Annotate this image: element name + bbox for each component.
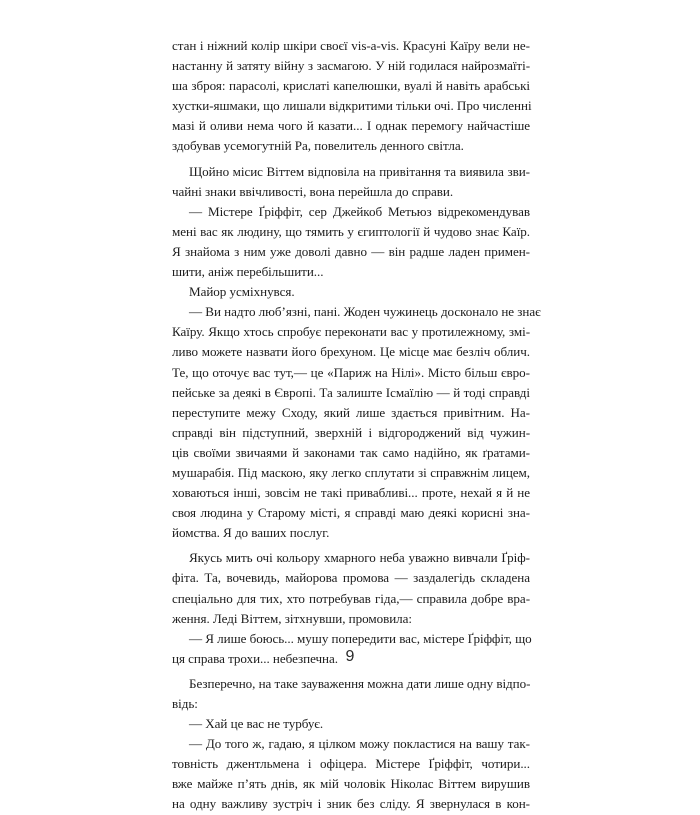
text-line: — До того ж, гадаю, я цілком можу покластися на вашу так- xyxy=(189,736,530,752)
text-line: Щойно місис Віттем відповіла на привітання та виявила зви- xyxy=(189,163,530,179)
text-line: відь: xyxy=(172,696,198,711)
text-line: стан і ніжний колір шкіри своєї vis-a-vis. Красуні Каїру вели не- xyxy=(172,38,530,53)
text-line: ховаються інші, зовсім не такі привабливі... проте, нехай я й не xyxy=(172,485,530,501)
text-line: товність джентльмена і офіцера. Містере Ґріффіт, чотири... xyxy=(172,756,530,772)
text-line: спеціально для тих, хто потребував гіда,— справила добре вра- xyxy=(172,590,530,606)
text-line: Те, що оточує вас тут,— це «Париж на Нілі». Місто більш євро- xyxy=(172,364,530,380)
text-line: ження. Леді Віттем, зітхнувши, промовила: xyxy=(172,610,412,626)
text-line: фіта. Та, вочевидь, майорова промова — заздалегідь складена xyxy=(172,570,530,586)
text-line: на одну важливу зустріч і зник без сліду. Я звернулася в кон- xyxy=(172,796,530,812)
text-line: переступите межу Сходу, який лише здається привітним. На- xyxy=(172,404,530,420)
text-line: мазі й оливи нема чого й казати... І однак перемогу найчастіше xyxy=(172,118,530,134)
text-line: йомства. Я до ваших послуг. xyxy=(172,525,330,541)
text-line: шити, аніж перебільшити... xyxy=(172,264,324,280)
text-line: — Ви надто люб’язні, пані. Жоден чужинець досконало не знає xyxy=(189,304,541,320)
text-line: здобував усемогутній Ра, повелитель денного світла. xyxy=(172,138,464,154)
text-line: справді він підступний, зверхній і відгороджений від чужин- xyxy=(172,424,530,440)
text-line: Безперечно, на таке зауваження можна дати лише одну відпо- xyxy=(189,675,531,691)
text-line: мені вас як людину, що тямить у єгиптології й чудово знає Каїр. xyxy=(172,223,530,239)
text-line: своя людина у Старому місті, я справді маю деякі корисні зна- xyxy=(172,505,530,521)
text-line: Майор усміхнувся. xyxy=(189,284,295,300)
text-line: Каїру. Якщо хтось спробує переконати вас у протилежному, змі- xyxy=(172,324,530,340)
text-line: ця справа трохи... небезпечна. xyxy=(172,650,338,666)
text-line: — Містере Ґріффіт, сер Джейкоб Метьюз відрекомендував xyxy=(189,203,530,219)
text-line: Я знайома з ним уже доволі давно — він радше ладен примен- xyxy=(172,243,530,259)
text-line: чайні знаки ввічливості, вона перейшла до справи. xyxy=(172,183,454,199)
text-line: — Хай це вас не турбує. xyxy=(189,716,324,732)
body-text xyxy=(172,36,541,815)
text-line: ливо можете назвати його брехуном. Це місце має безліч облич. xyxy=(172,344,530,360)
text-line: пейське за деякі в Європі. Та залиште Ісмаїлію — й тоді справді xyxy=(172,384,530,400)
text-line: — Я лише боюсь... мушу попередити вас, містере Ґріффіт, що xyxy=(189,630,532,646)
text-line: настанну й затяту війну з засмагою. У ній годилася найрозмаїті- xyxy=(172,58,530,74)
text-line: вже майже п’ять днів, як мій чоловік Ніколас Віттем вирушив xyxy=(172,776,530,792)
text-line: ців своїми звичаями й законами так само надійно, як ґратами- xyxy=(172,444,530,460)
page-number: 9 xyxy=(345,648,355,665)
text-line: ша зброя: парасолі, крислаті капелюшки, вуалі й навіть арабські xyxy=(172,78,530,94)
text-line: мушарабія. Під маскою, яку легко сплутати зі справжнім лицем, xyxy=(172,464,530,480)
text-line: хустки-яшмаки, що лишали відкритими тільки очі. Про численні xyxy=(172,98,532,114)
text-line: Якусь мить очі кольору хмарного неба уважно вивчали Ґріф- xyxy=(189,550,530,566)
